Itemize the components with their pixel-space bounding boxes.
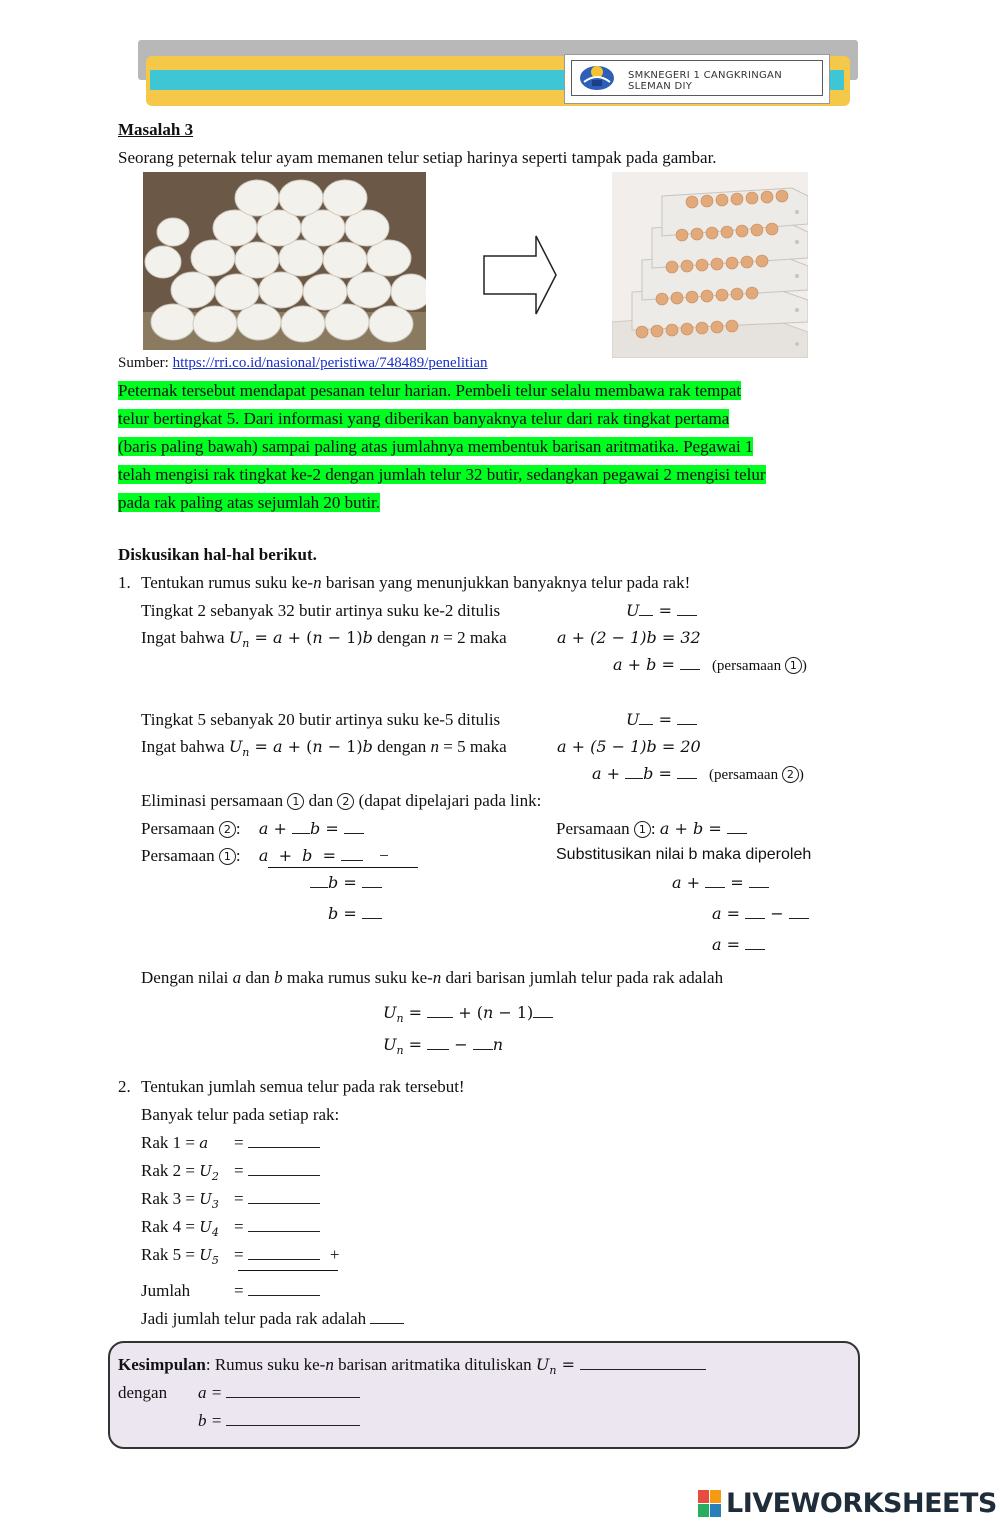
problem-paragraph	[118, 377, 880, 517]
problem-title: Masalah 3	[118, 120, 194, 139]
dn-var-b: b	[274, 968, 283, 987]
u-blank-1: U =	[626, 601, 697, 620]
conclusion-dengan: dengan	[118, 1383, 168, 1402]
substitusi-text: Substitusikan nilai b maka diperoleh	[556, 846, 812, 863]
ingat-b-2: dengan	[372, 737, 431, 756]
ingat-line-1: Ingat bahwa $U_n = a + (n - 1)b$ dengan n = 2 maka	[141, 628, 507, 651]
school-name	[628, 70, 818, 92]
u-blank-2: U =	[626, 710, 697, 729]
persamaan-2: a + b = (persamaan 2 )	[592, 764, 804, 783]
q1-text-b: barisan yang menunjukkan banyaknya telur pada rak!	[321, 573, 691, 592]
liveworksheets-text: LIVEWORKSHEETS	[726, 1488, 997, 1519]
eliminasi-dan: dan	[304, 791, 338, 810]
ingat-line-2: Ingat bahwa $U_n = a + (n - 1)b$ dengan n = 5 maka	[141, 737, 507, 760]
ingat-n5: = 5 maka	[439, 737, 507, 756]
paragraph-line-3: (baris paling bawah) sampai paling atas jumlahnya membentuk barisan aritmatika. Pegawai 1	[118, 437, 754, 456]
question-1	[118, 573, 690, 593]
school-name-line1: SMKNEGERI 1 CANGKRINGAN	[628, 70, 782, 81]
source-label: Sumber:	[118, 355, 173, 371]
dn-var-a: a	[232, 968, 242, 987]
rak-2-row: Rak $2 = U_2$	[141, 1161, 219, 1183]
subst-row-2: a + =	[672, 873, 769, 893]
rak-4-label: Rak 4 =	[141, 1217, 200, 1236]
q2-number: 2.	[118, 1077, 131, 1096]
question-2	[118, 1077, 465, 1097]
ingat-a-2: Ingat bahwa	[141, 737, 229, 756]
ingat-n-var: n	[430, 628, 439, 647]
dn-var-n: n	[432, 968, 442, 987]
q1-text-a: Tentukan rumus suku ke-	[141, 573, 314, 592]
elim-result-2: b =	[328, 904, 382, 924]
subst-row-3: a = −	[712, 904, 809, 924]
conclusion-label: Kesimpulan	[118, 1355, 206, 1374]
egg-rack-photo	[612, 172, 808, 358]
paragraph-line-4: telah mengisi rak tingkat ke-2 dengan jumlah telur 32 butir, sedangkan pegawai 2 mengisi telur	[118, 465, 766, 484]
ingat-n-var-2: n	[430, 737, 439, 756]
subst-row-4: a =	[712, 935, 765, 955]
subst-row-1: Persamaan 1 : a + b =	[556, 819, 747, 839]
conclusion-text-a: : Rumus suku ke-	[205, 1355, 326, 1374]
conclusion-b-row[interactable]	[198, 1411, 360, 1431]
rak-3-label: Rak 3 =	[141, 1189, 200, 1208]
pers-word-1: Persamaan	[141, 819, 219, 838]
rak-5-row: Rak $5 = U_5$	[141, 1245, 219, 1267]
conclusion-a-row[interactable]	[198, 1383, 360, 1403]
banyak-text: Banyak telur pada setiap rak:	[141, 1105, 340, 1124]
school-logo-icon	[578, 62, 616, 92]
persamaan1-label: (persamaan	[711, 658, 785, 674]
sum-line	[238, 1270, 338, 1271]
pers-word-2: Persamaan	[141, 846, 219, 865]
rak-3-row: Rak $3 = U_3$	[141, 1189, 219, 1211]
q1-text-n: n	[313, 573, 322, 592]
rak-2-answer[interactable]: =	[234, 1161, 320, 1181]
persamaan-1: a + b = (persamaan 1 )	[613, 655, 807, 674]
arrow-right-icon	[482, 234, 558, 316]
conclusion-line-1: Kesimpulan: Rumus suku ke-n barisan aritmatika dituliskan $U_n$ =	[118, 1355, 706, 1377]
ingat-a: Ingat bahwa	[141, 628, 229, 647]
tingkat5-text: Tingkat 5 sebanyak 20 butir artinya suku ke-5 ditulis	[141, 710, 501, 729]
jumlah-label: Jumlah	[141, 1281, 191, 1300]
eq-tingkat2: a + (2 − 1)b = 32	[557, 628, 701, 647]
eq-tingkat5: a + (5 − 1)b = 20	[557, 737, 701, 756]
rak-1-label: Rak 1 =	[141, 1133, 200, 1152]
elim-row-2: Persamaan 1 : a + b = −	[141, 846, 389, 865]
conclusion-var-n: n	[325, 1355, 334, 1374]
dn-b: dan	[241, 968, 275, 987]
problem-intro: Seorang peternak telur ayam memanen telur setiap harinya seperti tampak pada gambar.	[118, 148, 717, 167]
eggs-photo	[143, 172, 426, 350]
tingkat2-text: Tingkat 2 sebanyak 32 butir artinya suku ke-2 ditulis	[141, 601, 501, 620]
source-line	[118, 355, 488, 372]
liveworksheets-icon	[698, 1490, 722, 1518]
elim-row-1: Persamaan 2 : a + b =	[141, 819, 364, 839]
paragraph-line-1: Peternak tersebut mendapat pesanan telur harian. Pembeli telur selalu membawa rak tempat	[118, 381, 742, 400]
conclusion-a-eq: a =	[198, 1383, 227, 1402]
pers-word-3: Persamaan	[556, 819, 634, 838]
eliminasi-b: (dapat dipelajari pada link:	[354, 791, 542, 810]
rak-2-label: Rak 2 =	[141, 1161, 200, 1180]
persamaan2-label: (persamaan	[708, 767, 782, 783]
conclusion-b-eq: b =	[198, 1411, 227, 1430]
dn-a: Dengan nilai	[141, 968, 233, 987]
school-name-line2: SLEMAN DIY	[628, 81, 693, 92]
eliminasi-a: Eliminasi persamaan	[141, 791, 288, 810]
rak-3-answer[interactable]: =	[234, 1189, 320, 1209]
jadi-line	[141, 1309, 404, 1329]
ingat-n2: = 2 maka	[439, 628, 507, 647]
jadi-text: Jadi jumlah telur pada rak adalah	[141, 1309, 371, 1328]
conclusion-text-b: barisan aritmatika dituliskan	[333, 1355, 536, 1374]
paragraph-line-2: telur bertingkat 5. Dari informasi yang diberikan banyaknya telur dari rak tingkat pertama	[118, 409, 730, 428]
rak-5-label: Rak 5 =	[141, 1245, 200, 1264]
q1-number: 1.	[118, 573, 131, 592]
paragraph-line-5: pada rak paling atas sejumlah 20 butir.	[118, 493, 381, 512]
rak-4-answer[interactable]: =	[234, 1217, 320, 1237]
ingat-b: dengan	[372, 628, 431, 647]
rak-5-answer[interactable]: = +	[234, 1245, 340, 1264]
discussion-heading: Diskusikan hal-hal berikut.	[118, 545, 317, 564]
jumlah-answer[interactable]: =	[234, 1281, 320, 1301]
elim-result-1: b =	[310, 873, 382, 893]
eliminasi-line: Eliminasi persamaan 1 dan 2 (dapat dipelajari pada link:	[141, 791, 542, 810]
rak-4-row: Rak $4 = U_4$	[141, 1217, 219, 1239]
dn-c: maka rumus suku ke-	[282, 968, 433, 987]
dengan-nilai-line	[141, 968, 723, 988]
rak-1-answer[interactable]: =	[234, 1133, 320, 1153]
rak-1-row: Rak 1 = a	[141, 1133, 209, 1152]
elim-sum-line	[268, 867, 418, 868]
formula-un-2: $U_n$ = − n	[383, 1035, 504, 1058]
formula-un-1: $U_n$ = + (n − 1)	[383, 1003, 553, 1025]
source-link[interactable]: https://rri.co.id/nasional/peristiwa/748489/penelitian	[172, 355, 488, 371]
q2-text: Tentukan jumlah semua telur pada rak tersebut!	[141, 1077, 465, 1096]
dn-d: dari barisan jumlah telur pada rak adalah	[441, 968, 724, 987]
liveworksheets-logo	[698, 1488, 997, 1519]
